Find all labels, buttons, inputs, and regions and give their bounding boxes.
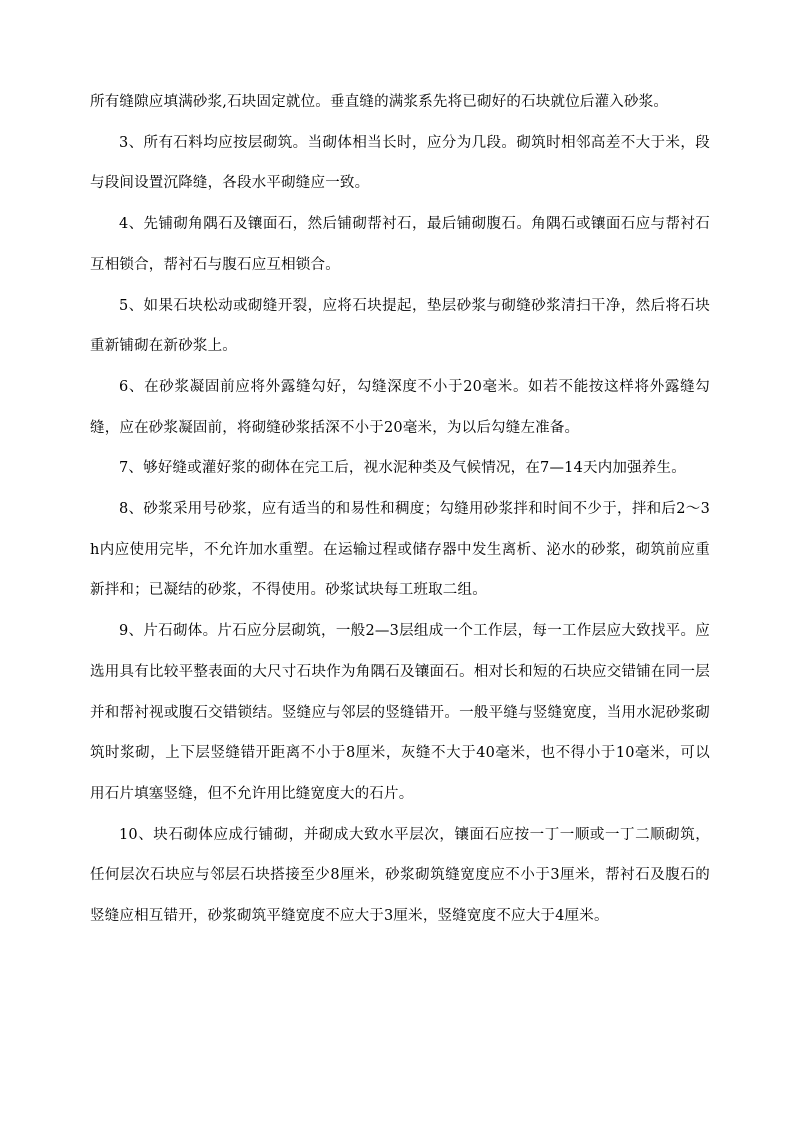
paragraph-item-7: 7、够好缝或灌好浆的砌体在完工后，视水泥种类及气候情况，在7—14天内加强养生。 — [119, 460, 686, 477]
paragraph-item-3: 3、所有石料均应按层砌筑。当砌体相当长时，应分为几段。砌筑时相邻高差不大于米，段与段间设置沉降缝，各段水平砌缝应一致。 — [90, 134, 710, 192]
paragraph-continuation: 所有缝隙应填满砂浆,石块固定就位。垂直缝的满浆系先将已砌好的石块就位后灌入砂浆。 — [90, 94, 669, 110]
paragraph-item-10: 10、块石砌体应成行铺砌，并砌成大致水平层次，镶面石应按一丁一顺或一丁二顺砌筑，任何层次石块应与邻层石块搭接至少8厘米，砂浆砌筑缝宽度应不小于3厘米，帮衬石及腹石的竖缝应相互错开，砂浆砌筑平缝宽度不应大于3厘米，竖缝宽度不应大于4厘米。 — [90, 826, 710, 925]
paragraph-item-8: 8、砂浆采用号砂浆，应有适当的和易性和稠度；勾缝用砂浆拌和时间不少于，拌和后2～3h内应使用完毕，不允许加水重塑。在运输过程或储存器中发生离析、泌水的砂浆，砌筑前应重新拌和；已凝结的砂浆，不得使用。砂浆试块每工班取二组。 — [90, 501, 710, 599]
paragraph-item-5: 5、如果石块松动或砌缝开裂，应将石块提起，垫层砂浆与砌缝砂浆清扫干净，然后将石块重新铺砌在新砂浆上。 — [90, 297, 710, 355]
paragraph-item-6: 6、在砂浆凝固前应将外露缝勾好，勾缝深度不小于20毫米。如若不能按这样将外露缝勾缝，应在砂浆凝固前，将砌缝砂浆括深不小于20毫米，为以后勾缝左准备。 — [90, 378, 710, 436]
paragraph-item-4: 4、先铺砌角隅石及镶面石，然后铺砌帮衬石，最后铺砌腹石。角隅石或镶面石应与帮衬石互相锁合，帮衬石与腹石应互相锁合。 — [90, 216, 710, 273]
paragraph-item-9: 9、片石砌体。片石应分层砌筑，一般2—3层组成一个工作层，每一工作层应大致找平。应选用具有比较平整表面的大尺寸石块作为角隅石及镶面石。相对长和短的石块应交错铺在同一层并和帮衬视或腹石交错锁结。竖缝应与邻层的竖缝错开。一般平缝与竖缝宽度，当用水泥砂浆砌筑时浆砌，上下层竖缝错开距离不小于8厘米，灰缝不大于40毫米，也不得小于10毫米，可以用石片填塞竖缝，但不允许用比缝宽度大的石片。 — [90, 623, 710, 802]
